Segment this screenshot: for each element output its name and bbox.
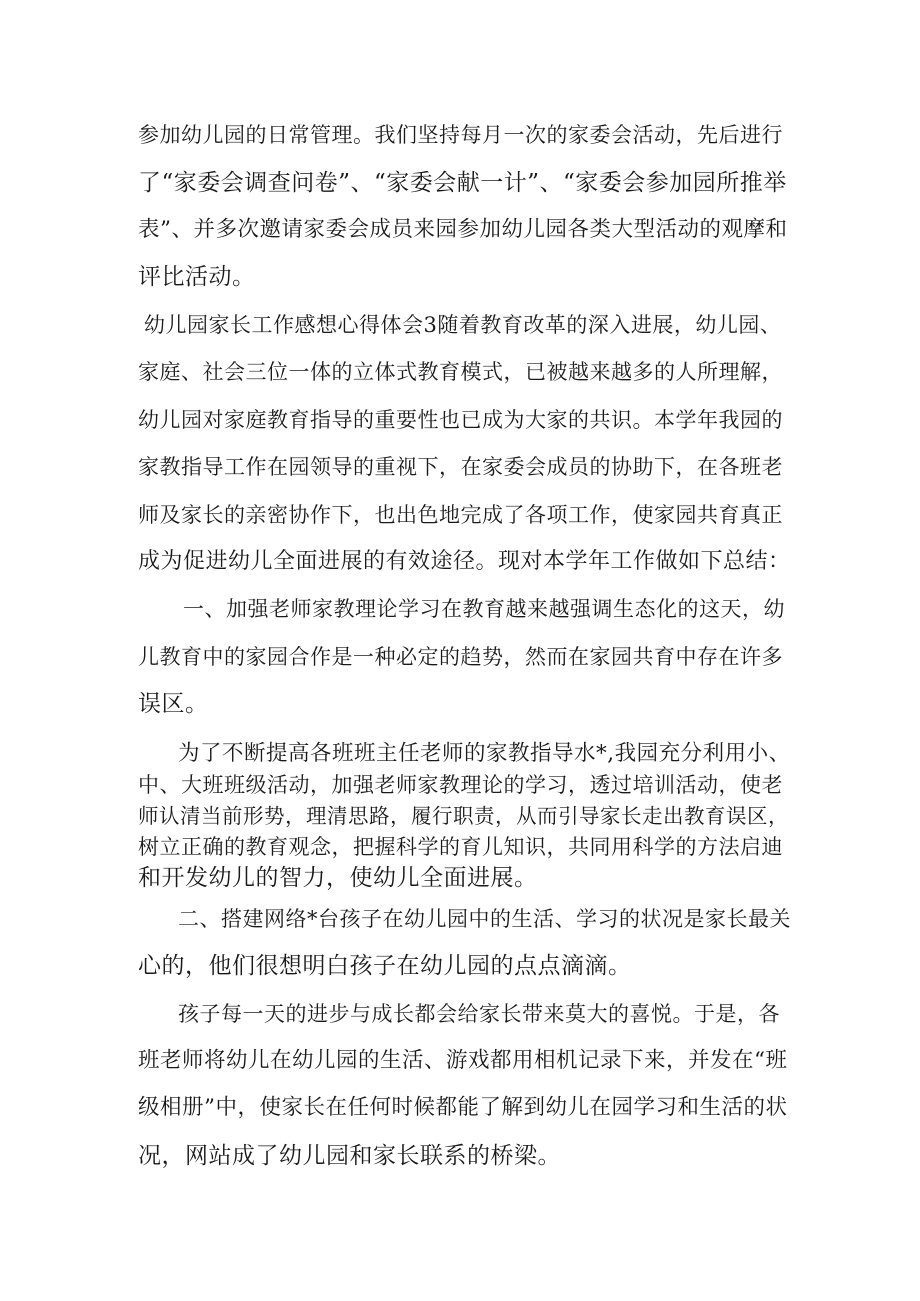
text-line: 参加幼儿园的日常管理。我们坚持每月一次的家委会活动，先后进行 xyxy=(138,123,783,147)
text-line: 一、加强老师家教理论学习在教育越来越强调生态化的这天，幼 xyxy=(183,597,785,621)
text-line: 为了不断提高各班班主任老师的家教指导水*,我园充分利用小、 xyxy=(178,741,791,766)
text-line: 家教指导工作在园领导的重视下，在家委会成员的协助下，在各班老 xyxy=(138,455,783,479)
text-line: 师及家长的亲密协作下，也出色地完成了各项工作，使家园共育真正 xyxy=(138,503,783,527)
text-line: 了“家委会调查问卷”、“家委会献一计”、“家委会参加园所推举 xyxy=(138,170,787,196)
text-line: 况，网站成了幼儿园和家长联系的桥梁。 xyxy=(138,1143,561,1169)
text-line: 家庭、社会三位一体的立体式教育模式，已被越来越多的人所理解， xyxy=(138,360,783,384)
text-line: 评比活动。 xyxy=(138,264,256,290)
text-line: 成为促进幼儿全面进展的有效途径。现对本学年工作做如下总结： xyxy=(138,549,791,574)
text-line: 孩子每一天的进步与成长都会给家长带来莫大的喜悦。于是，各 xyxy=(178,1002,780,1026)
text-line: 幼儿园对家庭教育指导的重要性也已成为大家的共识。本学年我园的 xyxy=(138,408,783,432)
text-line: 师认清当前形势，理清思路，履行职责，从而引导家长走出教育误区， xyxy=(138,804,789,828)
text-line: 班老师将幼儿在幼儿园的生活、游戏都用相机记录下来，并发在“班 xyxy=(138,1048,788,1073)
text-line: 误区。 xyxy=(138,691,209,717)
text-line: 二、搭建网络*台孩子在幼儿园中的生活、学习的状况是家长最关 xyxy=(178,907,791,931)
text-line: 级相册”中，使家长在任何时候都能了解到幼儿在园学习和生活的状 xyxy=(138,1095,788,1120)
text-line: 幼儿园家长工作感想心得体会3随着教育改革的深入进展，幼儿园、 xyxy=(144,313,782,337)
text-line: 树立正确的教育观念，把握科学的育儿知识，共同用科学的方法启迪 xyxy=(138,835,783,859)
text-line: 表”、并多次邀请家委会成员来园参加幼儿园各类大型活动的观摩和 xyxy=(138,217,788,242)
text-line: 心的，他们很想明白孩子在幼儿园的点点滴滴。 xyxy=(138,953,632,979)
text-line: 中、大班班级活动，加强老师家教理论的学习，透过培训活动，使老 xyxy=(138,773,783,797)
text-line: 儿教育中的家园合作是一种必定的趋势，然而在家园共育中存在许多 xyxy=(138,645,783,669)
text-line: 和开发幼儿的智力，使幼儿全面进展。 xyxy=(138,865,538,891)
